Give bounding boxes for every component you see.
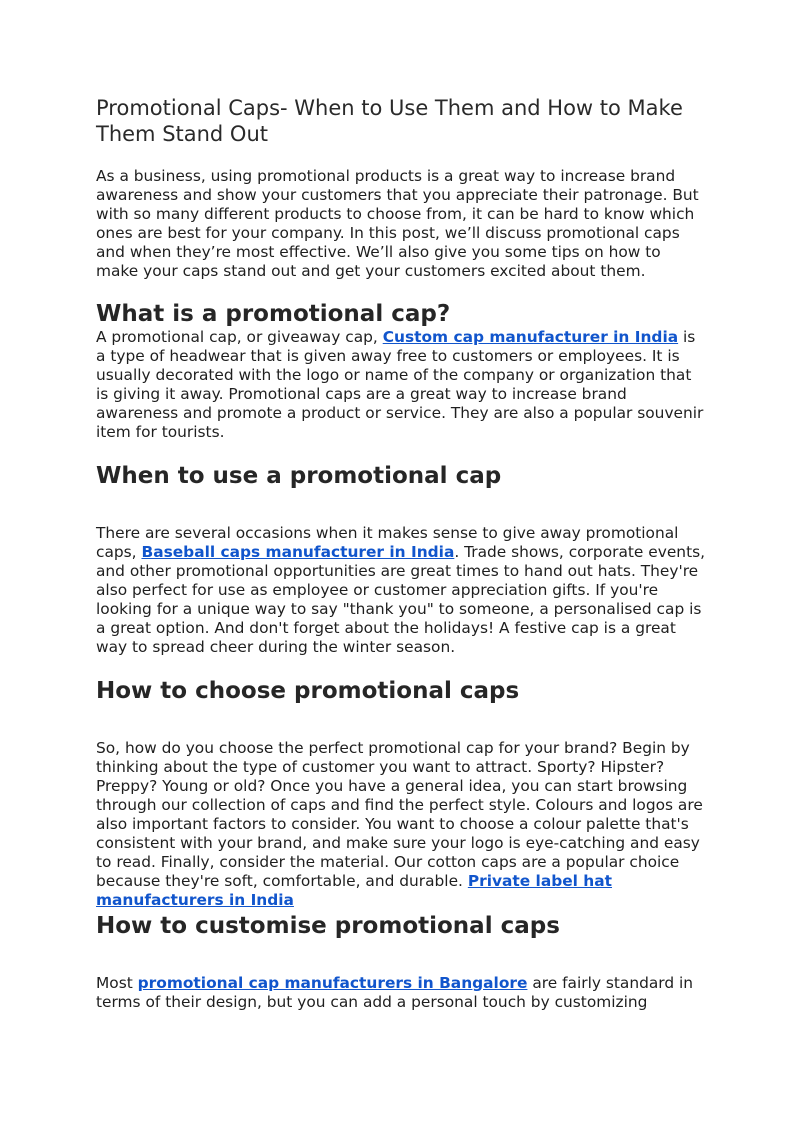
- link-promotional-cap-manufacturers-bangalore[interactable]: promotional cap manufacturers in Bangalore: [137, 974, 528, 992]
- heading-how-to-choose: How to choose promotional caps: [96, 678, 520, 704]
- paragraph-when-to-use-after: . Trade shows, corporate events, and other promotional opportunities are great times to hand out hats. They're also perfect for use as employee or customer appreciation gifts. If you're looking for a unique way to say "thank you" to someone, a personalised cap is a great option. And don't forget about the holidays! A festive cap is a great way to spread cheer during the winter season.: [96, 543, 706, 656]
- heading-when-to-use: When to use a promotional cap: [96, 463, 502, 489]
- link-baseball-caps-manufacturer[interactable]: Baseball caps manufacturer in India: [141, 543, 455, 561]
- paragraph-how-to-choose-before: So, how do you choose the perfect promotional cap for your brand? Begin by thinking about the type of customer you want to attract. Sporty? Hipster? Preppy? Young or old? Once you have a general idea, you can start browsing through our collection of caps and find the perfect style. Colours and logos are also important factors to consider. You want to choose a colour palette that's consistent with your brand, and make sure your logo is eye-catching and easy to read. Finally, consider the material. Our cotton caps are a popular choice because they're soft, comfortable, and durable.: [96, 739, 703, 890]
- paragraph-what-is-after: is a type of headwear that is given away free to customers or employees. It is usually decorated with the logo or name of the company or organization that is giving it away. Promotional caps are a great way to increase brand awareness and promote a product or service. They are also a popular souvenir item for tourists.: [96, 328, 704, 441]
- paragraph-what-is: [96, 328, 706, 442]
- intro-paragraph: As a business, using promotional products is a great way to increase brand awareness and show your customers that you appreciate their patronage. But with so many different products to choose from, it can be hard to know which ones are best for your company. In this post, we’ll discuss promotional caps and when they’re most effective. We’ll also give you some tips on how to make your caps stand out and get your customers excited about them.: [96, 167, 699, 280]
- heading-how-to-customise: How to customise promotional caps: [96, 913, 560, 939]
- paragraph-how-to-customise-before: Most: [96, 974, 138, 992]
- paragraph-what-is-before: A promotional cap, or giveaway cap,: [96, 328, 383, 346]
- link-private-label-hat-manufacturers[interactable]: Private label hat manufacturers in India: [96, 872, 613, 909]
- heading-what-is: What is a promotional cap?: [96, 301, 451, 327]
- paragraph-when-to-use-before: There are several occasions when it makes sense to give away promotional caps,: [96, 524, 679, 561]
- paragraph-how-to-customise: [96, 974, 706, 1012]
- paragraph-when-to-use: [96, 524, 706, 657]
- paragraph-how-to-customise-after: are fairly standard in terms of their design, but you can add a personal touch by customizing: [96, 974, 694, 1011]
- link-custom-cap-manufacturer[interactable]: Custom cap manufacturer in India: [382, 328, 679, 346]
- paragraph-how-to-choose: [96, 739, 706, 910]
- page-title: Promotional Caps- When to Use Them and How to Make Them Stand Out: [96, 96, 683, 146]
- document-page: [96, 95, 706, 1012]
